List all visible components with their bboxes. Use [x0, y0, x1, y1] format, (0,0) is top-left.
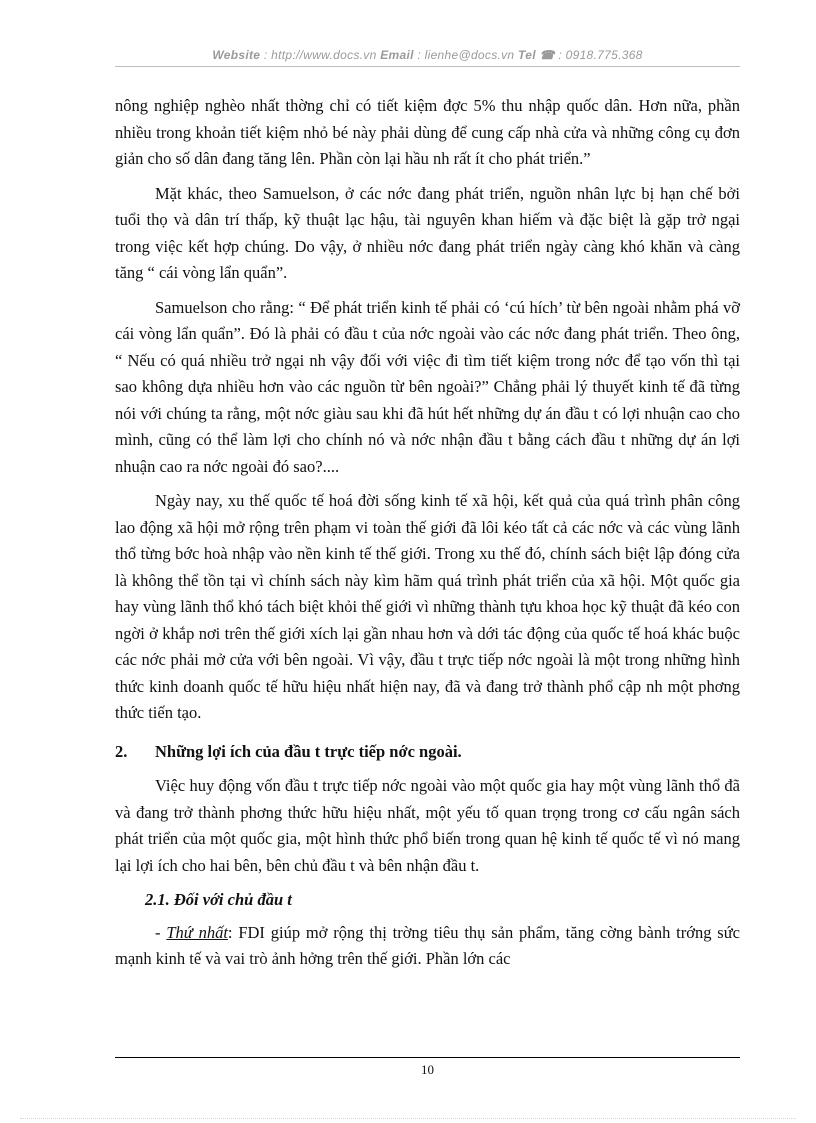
section-heading: [115, 739, 740, 766]
body-text: [115, 93, 740, 981]
paragraph-2: Mặt khác, theo Samuelson, ở các nớc đang phát triển, nguồn nhân lực bị hạn chế bởi tuổi thọ và dân trí thấp, kỹ thuật lạc hậu, tài nguyên khan hiếm và đặc biệt là gặp trở ngại trong việc kết hợp chúng. Do vậy, ở nhiều nớc đang phát triển ngày càng khó khăn và càng tăng “ cái vòng lẩn quẩn”.: [115, 183, 740, 282]
subsection-heading: 2.1. Đối với chủ đầu t: [145, 890, 292, 909]
paragraph-3: Samuelson cho rằng: “ Để phát triển kinh tế phải có ‘cú hích’ từ bên ngoài nhằm phá vỡ cái vòng lẩn quẩn”. Đó là phải có đầu t của nớc ngoài vào các nớc đang phát triển. Theo ông, “ Nếu có quá nhiều trở ngại nh vậy đối với việc đi tìm tiết kiệm trong nớc để tạo vốn thì tại sao không dựa nhiều hơn vào các nguồn từ bên ngoài?” Chẳng phải lý thuyết kinh tế đã từng nói với chúng ta rằng, một nớc giàu sau khi đã hút hết những dự án đầu t có lợi nhuận cao cho mình, cũng có thể làm lợi cho chính nó và nớc nhận đầu t bằng cách đầu t những dự án lợi nhuận cao ra nớc ngoài đó sao?....: [115, 297, 740, 476]
section-number: 2.: [115, 741, 128, 761]
paragraph-6: [115, 920, 740, 973]
paragraph-6-prefix: -: [155, 922, 167, 942]
footer-divider: [115, 1057, 740, 1058]
page-edge: [20, 1118, 796, 1119]
paragraph-1: nông nghiệp nghèo nhất thờng chỉ có tiết kiệm đợc 5% thu nhập quốc dân. Hơn nữa, phần nhiều trong khoản tiết kiệm nhỏ bé này phải dùng để cung cấp nhà cửa và những công cụ đơn giản cho số dân đang tăng lên. Phần còn lại hầu nh rất ít cho phát triển.”: [115, 96, 740, 168]
page-number: 10: [421, 1062, 434, 1077]
header-divider: [115, 66, 740, 67]
email-address[interactable]: : lienhe@docs.vn: [413, 48, 519, 62]
phone-label: Tel ☎: [518, 48, 555, 62]
paragraph-6-text: : FDI giúp mở rộng thị trờng tiêu thụ sản phẩm, tăng cờng bành trớng sức mạnh kinh tế và vai trò ảnh hởng trên thế giới. Phần lớn các: [115, 922, 740, 968]
phone-number: : 0918.775.368: [554, 48, 643, 62]
website-label: Website: [212, 48, 261, 62]
paragraph-5: Việc huy động vốn đầu t trực tiếp nớc ngoài vào một quốc gia hay một vùng lãnh thổ đã và đang trở thành phơng thức hữu hiệu nhất, một yếu tố quan trọng trong cơ cấu ngân sách phát triển của một quốc gia, một hình thức phổ biến trong quan hệ kinh tế quốc tế vì nó mang lại lợi ích cho hai bên, bên chủ đầu t và bên nhận đầu t.: [115, 776, 740, 875]
website-url[interactable]: : http://www.docs.vn: [260, 48, 381, 62]
paragraph-4: Ngày nay, xu thế quốc tế hoá đời sống kinh tế xã hội, kết quả của quá trình phân công lao động xã hội mở rộng trên phạm vi toàn thế giới đã lôi kéo tất cả các nớc và các vùng lãnh thổ từng bớc hoà nhập vào nền kinh tế thế giới. Trong xu thế đó, chính sách biệt lập đóng cửa là không thể tồn tại vì chính sách này kìm hãm quá trình phát triển của xã hội. Một quốc gia hay vùng lãnh thổ khó tách biệt khỏi thế giới vì những thành tựu khoa học kỹ thuật đã kéo con ngời ở khắp nơi trên thế giới xích lại gần nhau hơn và dới tác động của quốc tế hoá khác buộc các nớc phải mở cửa với bên ngoài. Vì vậy, đầu t trực tiếp nớc ngoài là một trong những hình thức kinh doanh quốc tế hữu hiệu nhất hiện nay, đã và đang trở thành phổ cập nh một phơng thức tiến tạo.: [115, 491, 740, 722]
section-title: Những lợi ích của đầu t trực tiếp nớc ngoài.: [155, 741, 462, 761]
paragraph-6-lead: Thứ nhất: [166, 922, 228, 942]
page-header: [115, 48, 740, 62]
email-label: Email: [380, 48, 414, 62]
